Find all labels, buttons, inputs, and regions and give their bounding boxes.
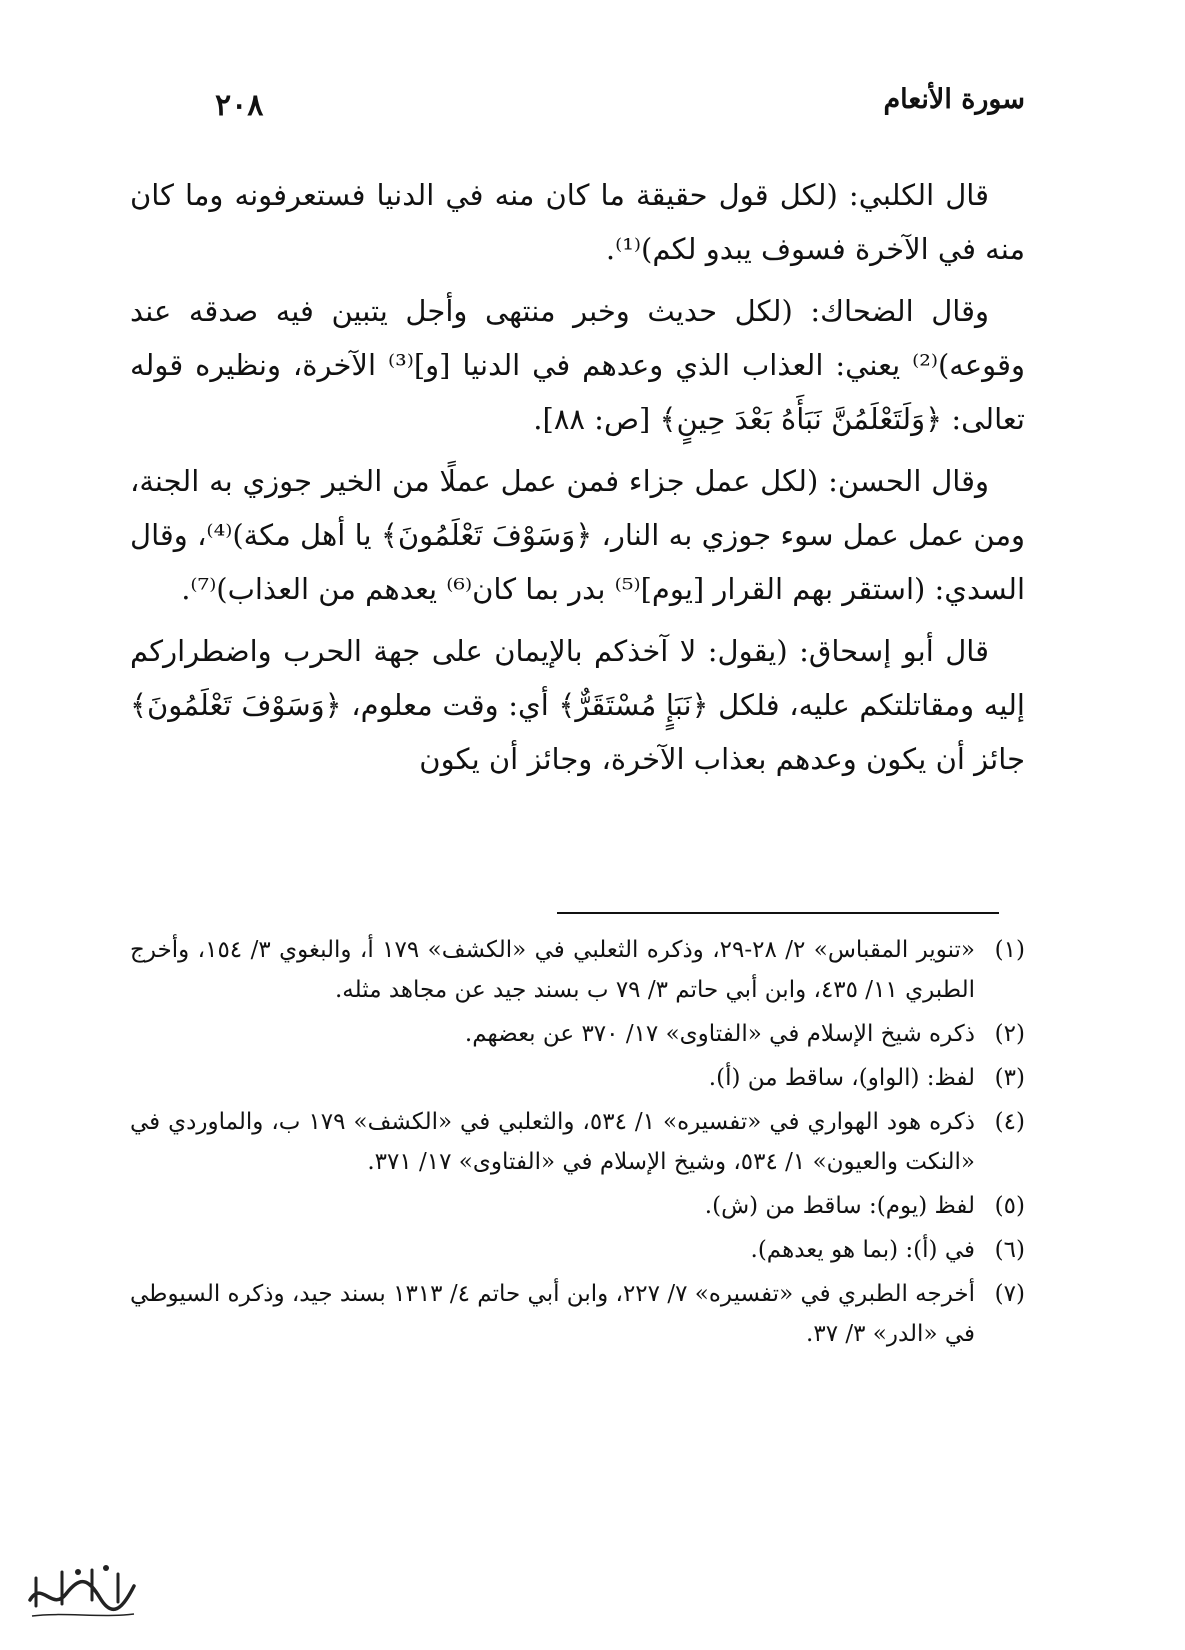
paragraph-hasan: وقال الحسن: (لكل عمل جزاء فمن عمل عملًا من الخير جوزي به الجنة، ومن عمل عمل سوء جوزي به النار، ﴿وَسَوْفَ تَعْلَمُونَ﴾ يا أهل مكة)⁽⁴⁾، وقال السدي: (استقر بهم القرار [يوم]⁽⁵⁾ بدر بما كان⁽⁶⁾ يعدهم من العذاب)⁽⁷⁾.	[130, 464, 1025, 606]
footnote-text: «تنوير المقباس» ٢/ ٢٨-٢٩، وذكره الثعلبي في «الكشف» ١٧٩ أ، والبغوي ٣/ ١٥٤، وأخرج الطبري ١١/ ٤٣٥، وابن أبي حاتم ٣/ ٧٩ ب بسند جيد عن مجاهد مثله.	[130, 937, 976, 1003]
footnote-number: (٧)	[994, 1281, 1025, 1307]
surah-title: سورة الأنعام	[883, 84, 1025, 115]
paragraph-kalbi: قال الكلبي: (لكل قول حقيقة ما كان منه في الدنيا فستعرفونه وما كان منه في الآخرة فسوف يبدو لكم)⁽¹⁾.	[130, 178, 1025, 266]
footnotes	[130, 930, 1025, 1358]
footnote-4	[130, 1102, 1025, 1182]
footnote-number: (٤)	[994, 1109, 1025, 1135]
footnote-1	[130, 930, 1025, 1010]
footnote-3	[130, 1058, 1025, 1098]
footnote-number: (٥)	[994, 1193, 1025, 1219]
footnote-text: لفظ: (الواو)، ساقط من (أ).	[708, 1065, 975, 1091]
footnote-text: ذكره هود الهواري في «تفسيره» ١/ ٥٣٤، والثعلبي في «الكشف» ١٧٩ ب، والماوردي في «النكت والعيون» ١/ ٥٣٤، وشيخ الإسلام في «الفتاوى» ١٧/ ٣٧١.	[130, 1109, 976, 1175]
footnote-number: (١)	[994, 937, 1025, 963]
page-number: ٢٠٨	[215, 88, 264, 123]
footnote-7	[130, 1274, 1025, 1354]
footnote-text: ذكره شيخ الإسلام في «الفتاوى» ١٧/ ٣٧٠ عن بعضهم.	[464, 1021, 975, 1047]
footnote-number: (٦)	[994, 1237, 1025, 1263]
footnote-text: في (أ): (بما هو يعدهم).	[750, 1237, 975, 1263]
footnote-2	[130, 1014, 1025, 1054]
footnote-number: (٢)	[994, 1021, 1025, 1047]
footnote-text: لفظ (يوم): ساقط من (ش).	[704, 1193, 975, 1219]
paragraph-dahhak: وقال الضحاك: (لكل حديث وخبر منتهى وأجل يتبين فيه صدقه عند وقوعه)⁽²⁾ يعني: العذاب الذي وعدهم في الدنيا [و]⁽³⁾ الآخرة، ونظيره قوله تعالى: ﴿وَلَتَعْلَمُنَّ نَبَأَهُ بَعْدَ حِينٍ﴾ [ص: ٨٨].	[130, 294, 1025, 436]
running-head	[215, 82, 1025, 132]
paragraph-abu-ishaq: قال أبو إسحاق: (يقول: لا آخذكم بالإيمان على جهة الحرب واضطراركم إليه ومقاتلتكم عليه، فلكل ﴿نَبَإٍ مُسْتَقَرٌّ﴾ أي: وقت معلوم، ﴿وَسَوْفَ تَعْلَمُونَ﴾ جائز أن يكون وعدهم بعذاب الآخرة، وجائز أن يكون	[130, 634, 1025, 776]
footnote-text: أخرجه الطبري في «تفسيره» ٧/ ٢٢٧، وابن أبي حاتم ٤/ ١٣١٣ بسند جيد، وذكره السيوطي في «الدر» ٣/ ٣٧.	[130, 1281, 976, 1347]
publisher-logo-icon	[22, 1560, 142, 1622]
main-text	[130, 168, 1025, 794]
footnote-5	[130, 1186, 1025, 1226]
footnote-6	[130, 1230, 1025, 1270]
footnote-separator	[0, 912, 1185, 914]
footnote-number: (٣)	[994, 1065, 1025, 1091]
